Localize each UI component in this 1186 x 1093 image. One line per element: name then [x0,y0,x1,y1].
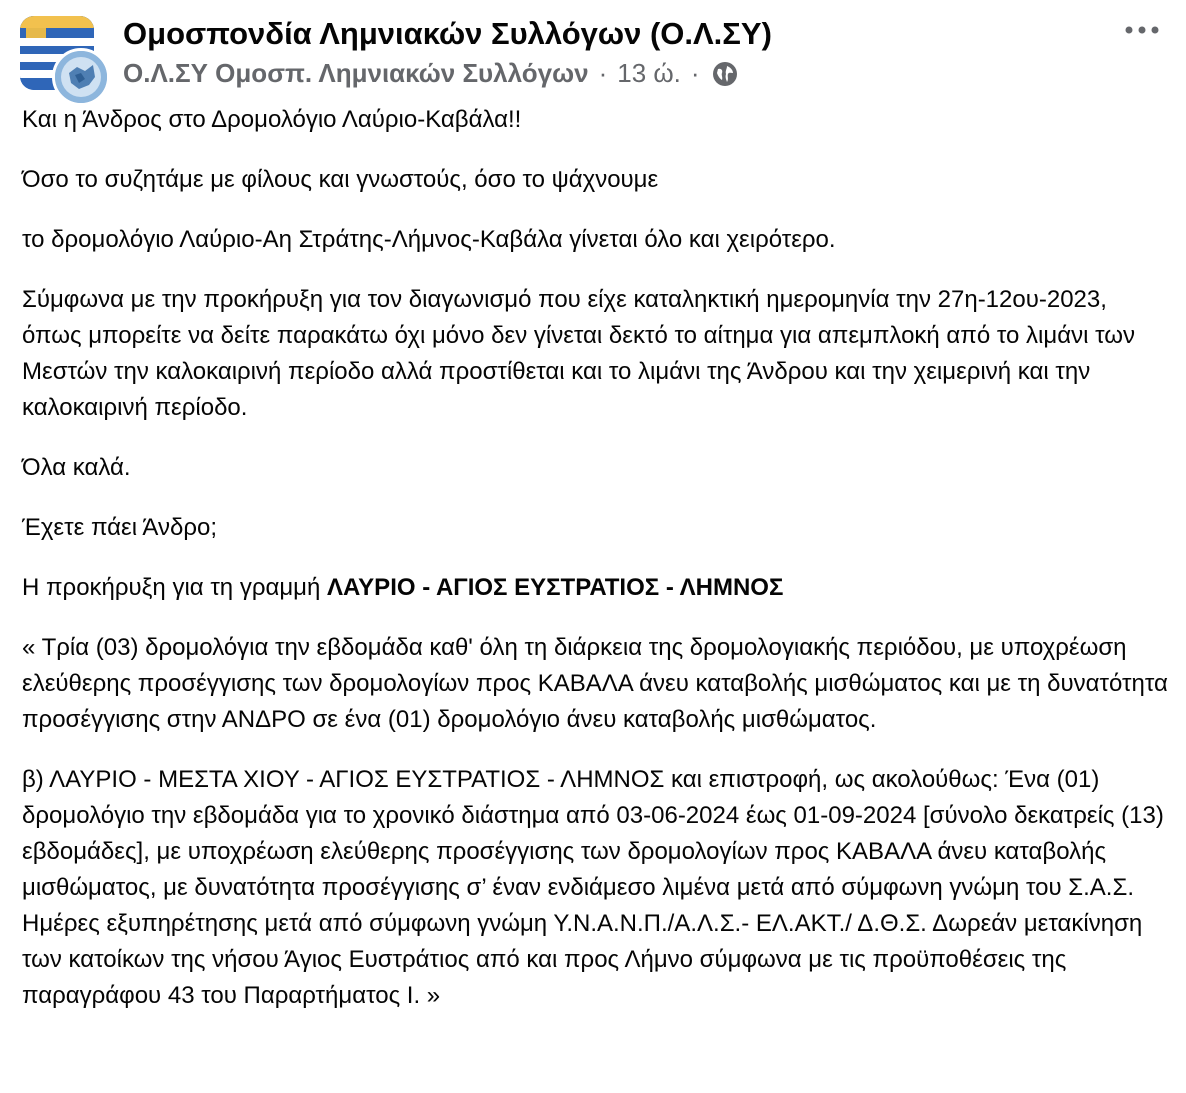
globe-icon [712,61,738,87]
post-paragraph-7-prefix: Η προκήρυξη για τη γραμμή [22,574,328,601]
author-avatar[interactable] [52,48,110,106]
post-paragraph-9: β) ΛΑΥΡΙΟ - ΜΕΣΤΑ ΧΙΟΥ - ΑΓΙΟΣ ΕΥΣΤΡΑΤΙΟΣ - ΛΗΜΝΟΣ και επιστροφή, ως ακολούθως: Ένα (01) δρομολόγιο την εβδομάδα για το χρονικό διάστημα από 03-06-2024 έως 01-09-2024 [σύνολο δεκατρείς (13) εβδομάδες], με υποχρέωση ελεύθερης προσέγγισης των δρομολογίων προς ΚΑΒΑΛΑ άνευ καταβολής μισθώματος, με δυνατότητα προσέγγισης σ’ έναν ενδιάμεσο λιμένα μετά από σύμφωνη γνώμη του Σ.Α.Σ. Ημέρες εξυπηρέτησης μετά από σύμφωνη γνώμη Υ.Ν.Α.Ν.Π./Α.Λ.Σ.- ΕΛ.ΑΚΤ./ Δ.Θ.Σ. Δωρεάν μετακίνηση των κατοίκων της νήσου Άγιος Ευστράτιος από και προς Λήμνο σύμφωνα με τις προϋποθέσεις της παραγράφου 43 του Παραρτήματος Ι. » [22,766,1164,1009]
post-paragraph-2: Όσο το συζητάμε με φίλους και γνωστούς, όσο το ψάχνουμε [22,166,659,193]
more-options-button[interactable] [1122,16,1162,44]
post-timestamp[interactable]: 13 ώ. [617,58,681,88]
post-body [22,102,1172,1038]
meta-separator-2: · [690,58,700,88]
post-paragraph-6: Έχετε πάει Άνδρο; [22,514,218,541]
group-name-link[interactable]: Ομοσπονδία Λημνιακών Συλλόγων (Ο.Λ.ΣΥ) [123,16,772,51]
meta-separator: · [598,58,608,88]
post-paragraph-3: το δρομολόγιο Λαύριο-Αη Στράτης-Λήμνος-Καβάλα γίνεται όλο και χειρότερο. [22,226,836,253]
post-paragraph-1: Και η Άνδρος στο Δρομολόγιο Λαύριο-Καβάλα!! [22,106,522,133]
author-avatar-image [55,51,107,103]
post-paragraph-7 [22,570,1172,606]
route-title: ΛΑΥΡΙΟ - ΑΓΙΟΣ ΕΥΣΤΡΑΤΙΟΣ - ΛΗΜΝΟΣ [327,574,784,601]
post-paragraph-8: « Τρία (03) δρομολόγια την εβδομάδα καθ' όλη τη διάρκεια της δρομολογιακής περιόδου, με υποχρέωση ελεύθερης προσέγγισης των δρομολογίων προς ΚΑΒΑΛΑ άνευ καταβολής μισθώματος και με τη δυνατότητα προσέγγισης στην ΑΝΔΡΟ σε ένα (01) δρομολόγιο άνευ καταβολής μισθώματος. [22,634,1168,733]
more-options-icon [1125,26,1159,34]
post-paragraph-5: Όλα καλά. [22,454,131,481]
post-paragraph-4: Σύμφωνα με την προκήρυξη για τον διαγωνισμό που είχε καταληκτική ημερομηνία την 27η-12ου-2023, όπως μπορείτε να δείτε παρακάτω όχι μόνο δεν γίνεται δεκτό το αίτημα για απεμπλοκή από το λιμάνι των Μεστών την καλοκαιρινή περίοδο αλλά προστίθεται και το λιμάνι της Άνδρου και την χειμερινή και την καλοκαιρινή περίοδο. [22,286,1135,421]
avatar-stack[interactable] [20,16,104,100]
post-meta [123,58,738,89]
author-name-link[interactable]: Ο.Λ.ΣΥ Ομοσπ. Λημνιακών Συλλόγων [123,58,589,88]
post-header [20,14,1166,94]
